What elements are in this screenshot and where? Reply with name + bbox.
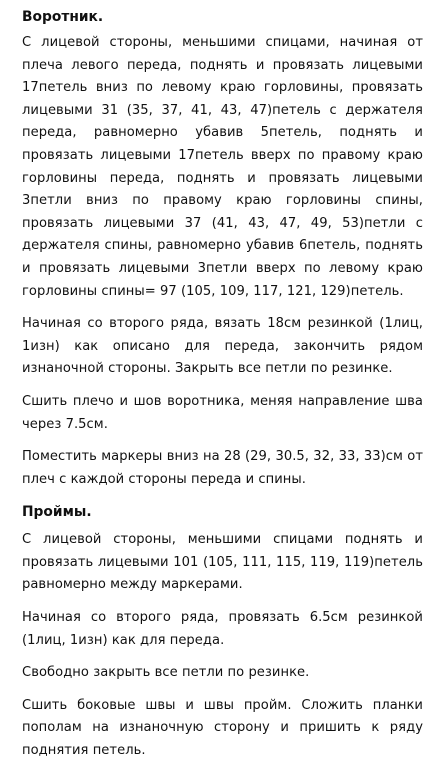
paragraph-armhole-bindoff: Свободно закрыть все петли по резинке. bbox=[22, 665, 310, 681]
paragraph-collar-seam: Сшить плечо и шов воротника, меняя направление шва через 7.5см. bbox=[22, 393, 423, 432]
paragraph-finishing: Сшить боковые швы и швы пройм. Сложить планки пополам на изнаночную сторону и пришить к ряду поднятия петель. bbox=[22, 697, 423, 759]
paragraph-armhole-rib: Начиная со второго ряда, провязать 6.5см резинкой (1лиц, 1изн) как для переда. bbox=[22, 610, 423, 648]
paragraph-collar-rib: Начиная со второго ряда, вязать 18см резинкой (1лиц, 1изн) как описано для переда, закончить рядом изнаночной стороны. Закрыть все петли по резинке. bbox=[22, 316, 423, 377]
paragraph-markers: Поместить маркеры вниз на 28 (29, 30.5, 32, 33, 33)см от плеч с каждой стороны переда и спины. bbox=[22, 449, 423, 487]
section-heading-collar: Воротник. bbox=[22, 9, 104, 25]
paragraph-armhole-pickup: С лицевой стороны, меньшими спицами поднять и провязать лицевыми 101 (105, 111, 115, 119, 119)петель равномерно между маркерами. bbox=[22, 532, 423, 593]
section-heading-armholes: Проймы. bbox=[22, 504, 92, 521]
paragraph-collar-pickup: С лицевой стороны, меньшими спицами, начиная от плеча левого переда, поднять и провязать лицевыми 17петель вниз по левому краю горловины, провязать лицевыми 31 (35, 37, 41, 43, 47)петель с держателя переда, равномерно убавив 5петель, поднять и провязать лицевыми 17петель вверх по правому краю горловины переда, поднять и провязать лицевыми 3петли вниз по правому краю горловины спины, провязать лицевыми 37 (41, 43, 47, 49, 53)петли с держателя спины, равномерно убавив 6петель, поднять и провязать лицевыми 3петли вверх по левому краю горловины спины= 97 (105, 109, 117, 121, 129)петель. bbox=[22, 35, 423, 299]
